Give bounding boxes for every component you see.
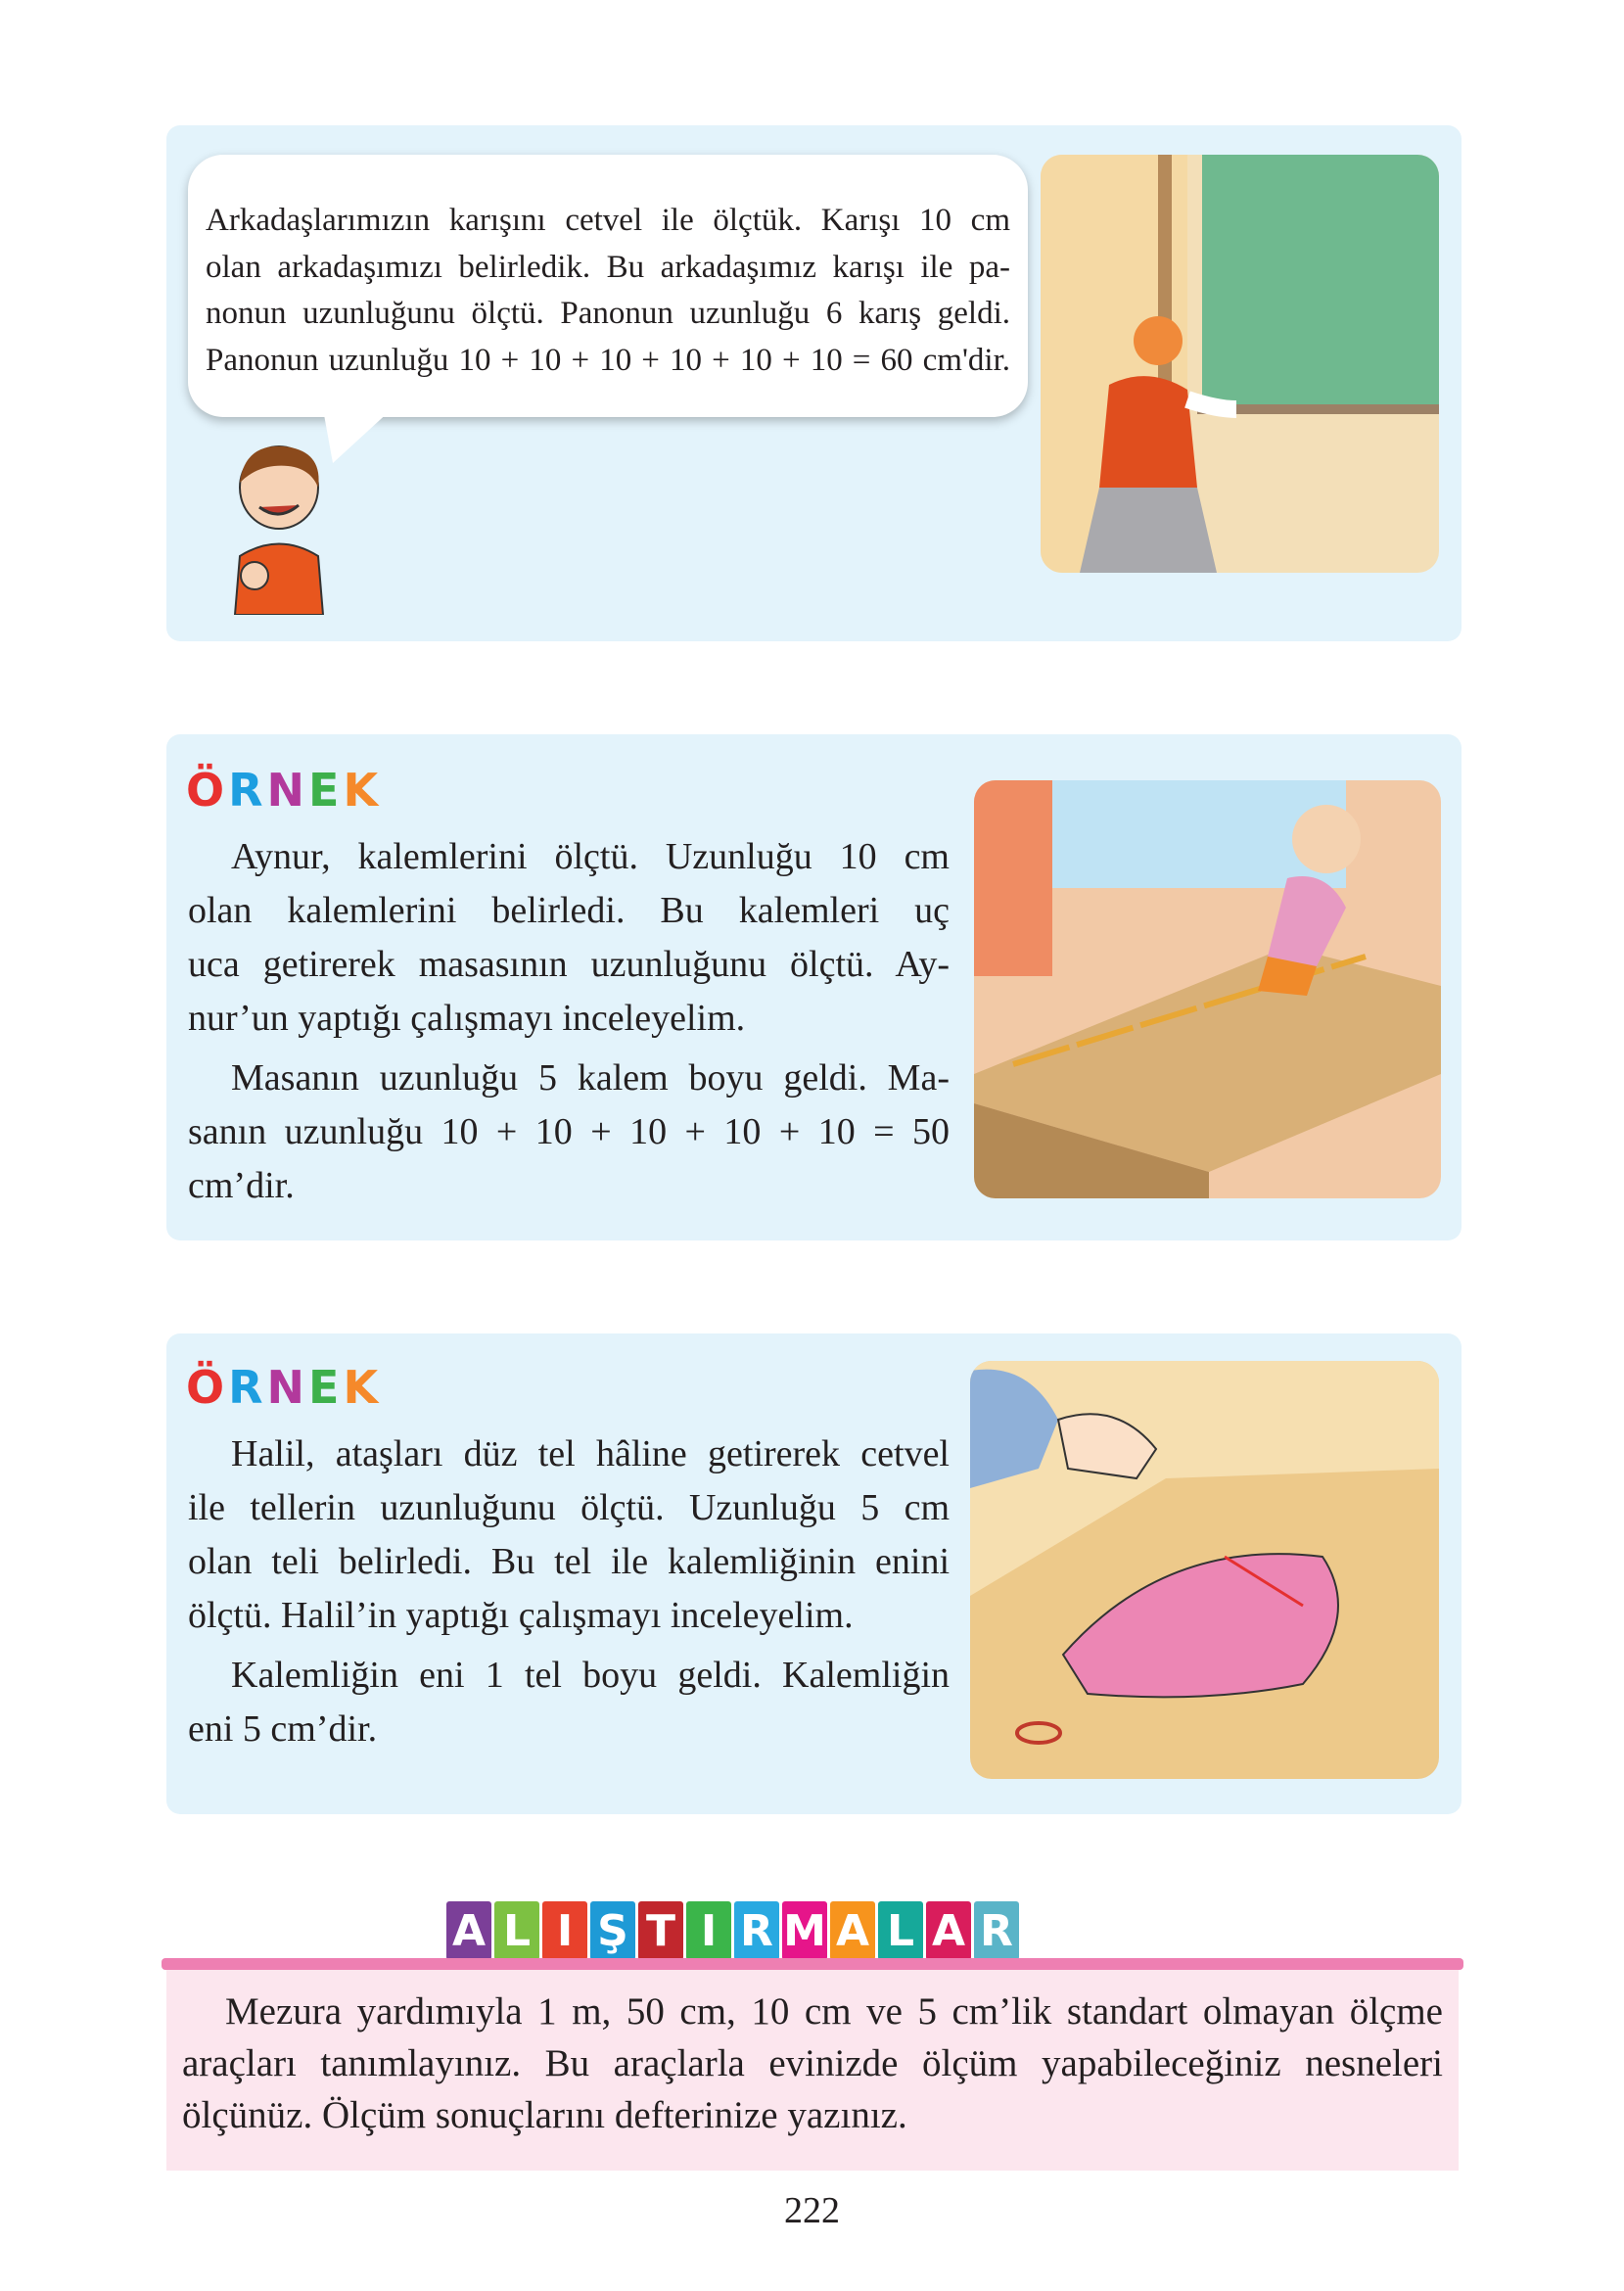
text-line: Arkadaşlarımızın karışını cetvel ile ölçtük. Karışı 10 cm [206, 203, 1010, 238]
heading-letter: T [638, 1901, 683, 1960]
pencil-case-illustration [970, 1361, 1439, 1779]
example-panel-1 [166, 734, 1462, 1240]
heading-letter: A [830, 1901, 875, 1960]
heading-letter: R [974, 1901, 1019, 1960]
exercise-text [182, 1986, 1443, 2141]
intro-panel [166, 125, 1462, 641]
heading-letter: A [446, 1901, 491, 1960]
text-line: nur’un yaptığı çalışmayı inceleyelim. [188, 998, 746, 1039]
heading-letter: L [494, 1901, 539, 1960]
text-line: Mezura yardımıyla 1 m, 50 cm, 10 cm ve 5 cm’lik standart olmayan ölçme [225, 1990, 1443, 2033]
heading-letter: R [228, 1361, 267, 1414]
text-line: Kalemliğin eni 1 tel boyu geldi. Kalemliğin [231, 1655, 950, 1696]
text-line: Aynur, kalemlerini ölçtü. Uzunluğu 10 cm [231, 836, 950, 877]
exercises-divider [162, 1958, 1463, 1970]
heading-letter: R [734, 1901, 779, 1960]
heading-letter: N [266, 764, 309, 817]
heading-letter: A [926, 1901, 971, 1960]
text-line: nonun uzunluğunu ölçtü. Panonun uzunluğu 6 karış geldi. [206, 296, 1010, 331]
speech-bubble-text [206, 198, 1010, 384]
text-line: sanın uzunluğu 10 + 10 + 10 + 10 + 10 = 50 [188, 1111, 950, 1152]
text-line: olan arkadaşımızı belirledik. Bu arkadaşımız karışı ile pa- [206, 249, 1010, 285]
heading-letter: K [343, 764, 383, 817]
text-line: araçları tanımlayınız. Bu araçlarla evinizde ölçüm yapabileceğiniz nesneleri [182, 2042, 1443, 2084]
heading-letter: Ş [590, 1901, 635, 1960]
exercises-panel [166, 1970, 1459, 2171]
text-line: cm’dir. [188, 1165, 295, 1206]
text-line: Masanın uzunluğu 5 kalem boyu geldi. Ma- [231, 1057, 950, 1099]
example-text [188, 830, 950, 1213]
heading-letter: M [782, 1901, 827, 1960]
boy-illustration-icon [215, 439, 343, 615]
heading-letter: E [308, 1361, 344, 1414]
example-text [188, 1427, 950, 1756]
page-number: 222 [784, 2190, 840, 2231]
text-line: uca getirerek masasının uzunluğunu ölçtü. Ay- [188, 944, 950, 985]
heading-letter: N [266, 1361, 309, 1414]
desk-measuring-illustration [974, 780, 1441, 1198]
exercises-heading [446, 1901, 1019, 1960]
text-line: olan kalemlerini belirledi. Bu kalemleri uç [188, 890, 950, 931]
classroom-board-illustration [1041, 155, 1439, 573]
speech-bubble [188, 155, 1028, 417]
example-heading [186, 1361, 382, 1414]
text-line: ile tellerin uzunluğunu ölçtü. Uzunluğu 5 cm [188, 1487, 950, 1528]
heading-letter: R [228, 764, 267, 817]
heading-letter: K [343, 1361, 383, 1414]
heading-letter: L [878, 1901, 923, 1960]
heading-letter: E [308, 764, 344, 817]
text-line: Panonun uzunluğu 10 + 10 + 10 + 10 + 10 + 10 = 60 cm'dir. [206, 342, 1010, 378]
example-panel-2 [166, 1333, 1462, 1814]
text-line: ölçtü. Halil’in yaptığı çalışmayı inceleyelim. [188, 1595, 854, 1636]
example-heading [186, 764, 382, 817]
text-line: olan teli belirledi. Bu tel ile kalemliğinin enini [188, 1541, 950, 1582]
heading-letter: Ö [186, 1361, 229, 1414]
text-line: eni 5 cm’dir. [188, 1708, 378, 1750]
text-line: ölçünüz. Ölçüm sonuçlarını defterinize yazınız. [182, 2094, 907, 2136]
text-line: Halil, ataşları düz tel hâline getirerek cetvel [231, 1433, 950, 1474]
heading-letter: I [542, 1901, 587, 1960]
heading-letter: I [686, 1901, 731, 1960]
heading-letter: Ö [186, 764, 229, 817]
